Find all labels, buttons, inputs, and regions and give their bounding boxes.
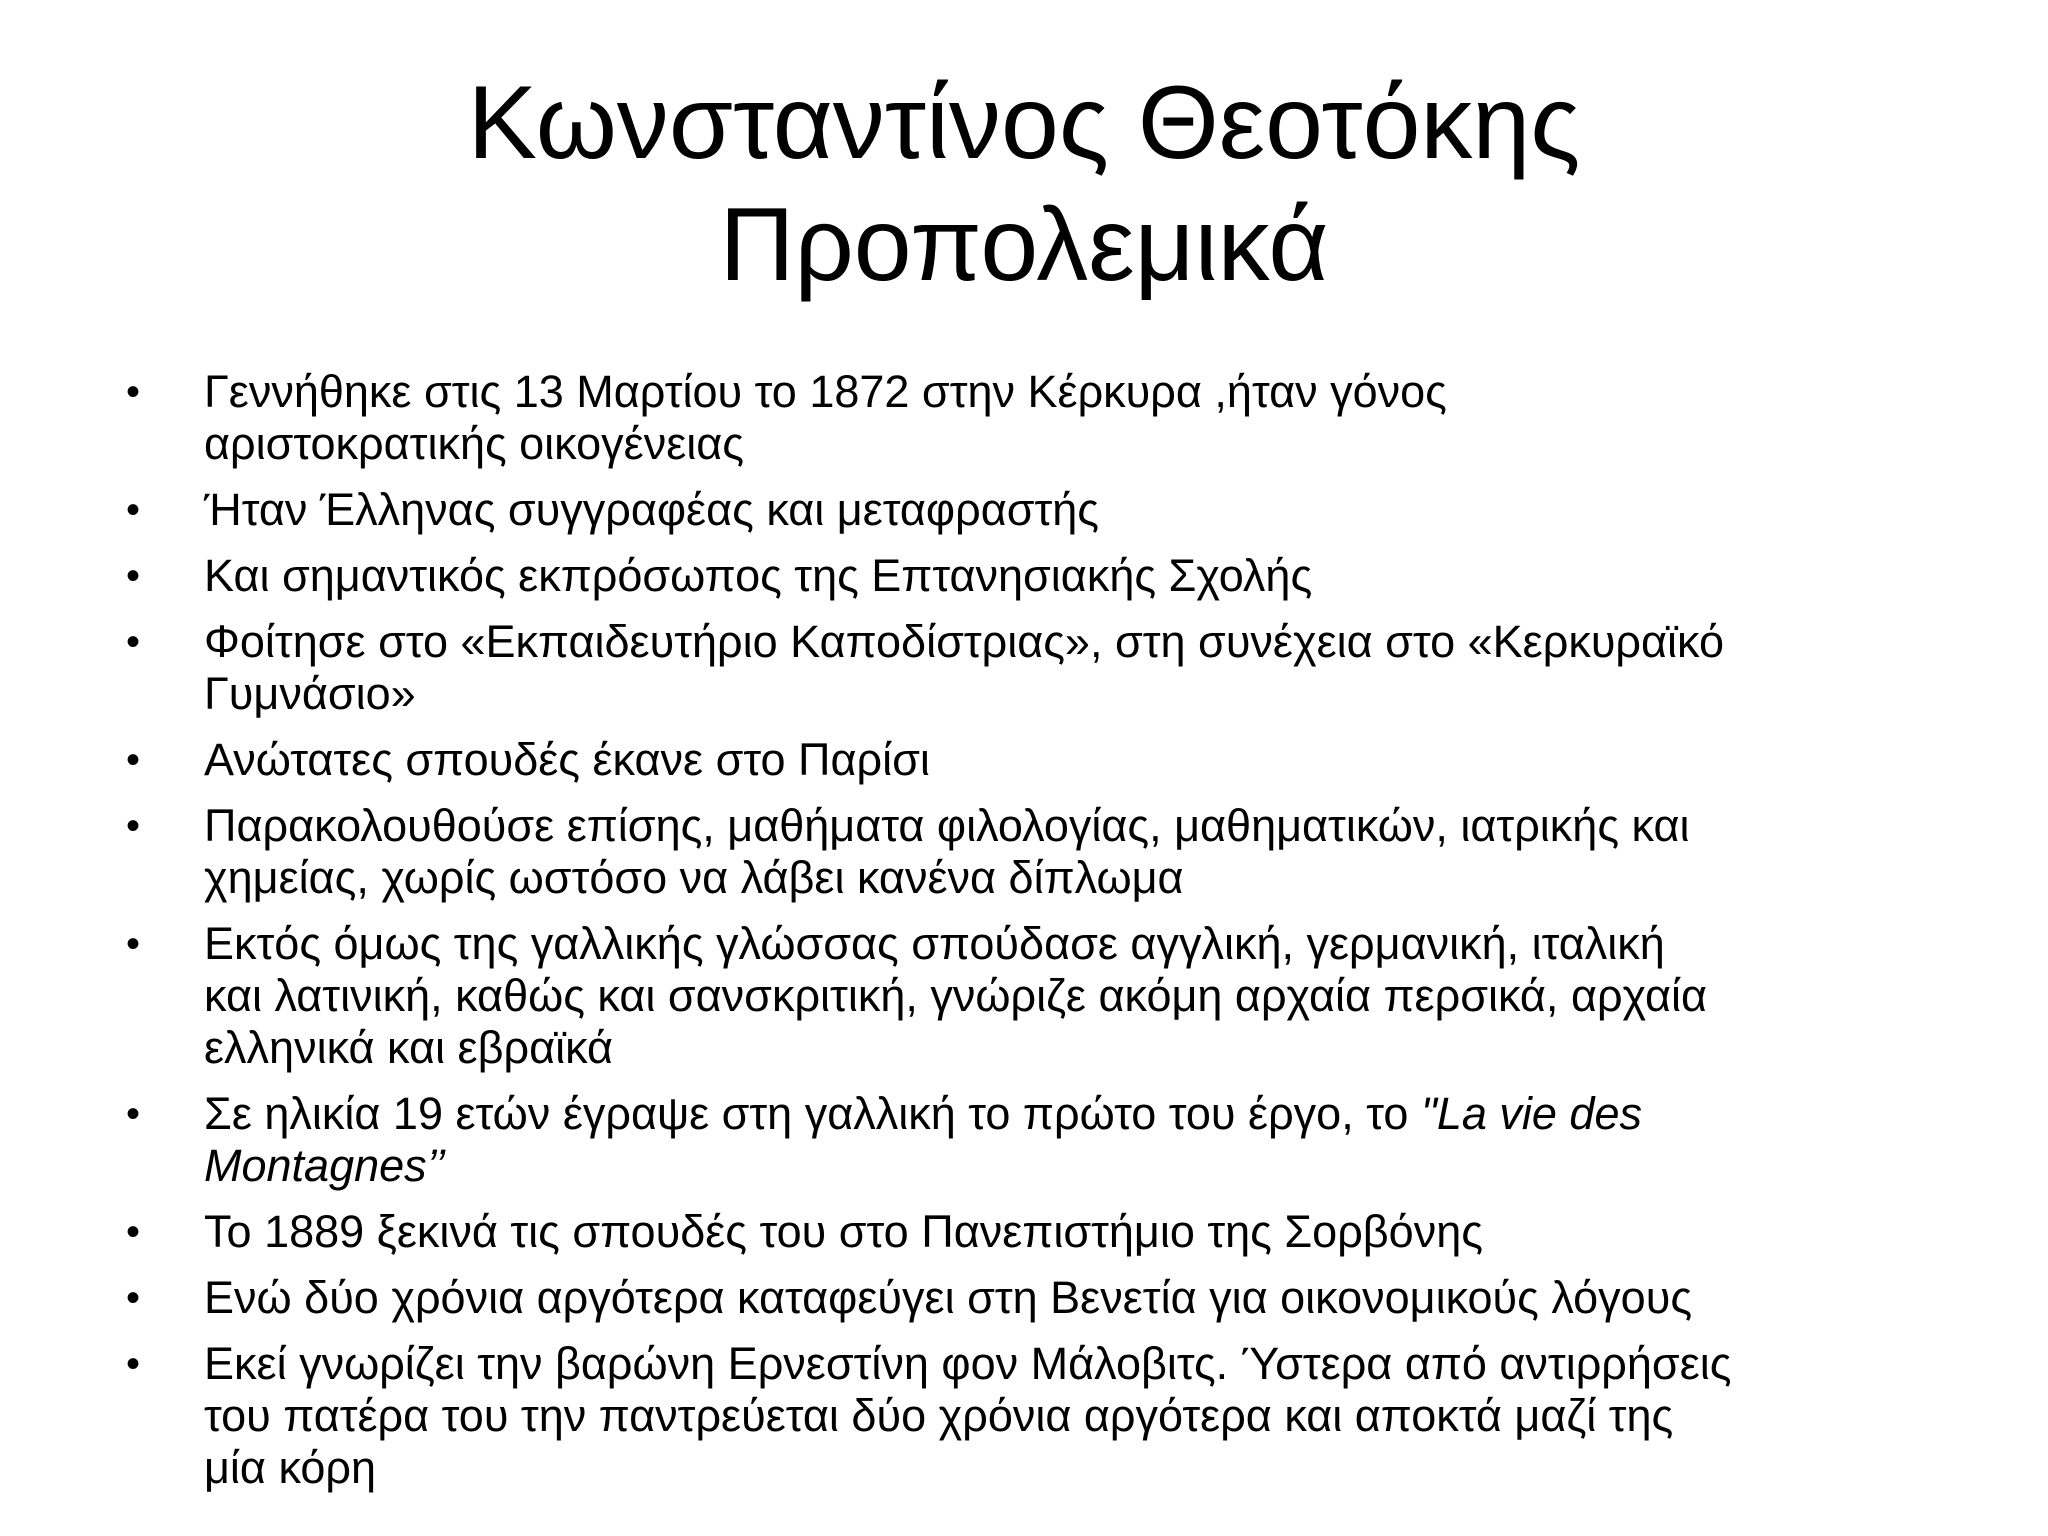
bullet-item <box>120 1206 1960 1258</box>
bullet-text: Ενώ δύο χρόνια αργότερα καταφεύγει στη Βενετία για οικονομικούς λόγους <box>204 1272 1693 1323</box>
work-title-italic: "La vie des Montagnes’’ <box>204 1088 1642 1191</box>
title-line-1: Κωνσταντίνος Θεοτόκης <box>467 65 1581 181</box>
bullet-item <box>120 734 1960 786</box>
bullet-item <box>120 1338 1960 1494</box>
bullet-item <box>120 484 1960 536</box>
bullet-item <box>120 918 1960 1074</box>
bullet-text: Γεννήθηκε στις 13 Μαρτίου το 1872 στην Κέρκυρα ,ήταν γόνος αριστοκρατικής οικογένειας <box>204 366 1447 469</box>
bullet-text <box>204 1088 1642 1191</box>
slide-title <box>0 62 2048 306</box>
bullet-icon: • <box>126 804 141 848</box>
bullet-text: Ανώτατες σπουδές έκανε στο Παρίσι <box>204 734 930 785</box>
bullet-item <box>120 366 1960 470</box>
bullet-icon: • <box>126 1276 141 1320</box>
bullet-icon: • <box>126 620 141 664</box>
bullet-icon: • <box>126 554 141 598</box>
bullet-text: Φοίτησε στο «Εκπαιδευτήριο Καποδίστριας», στη συνέχεια στο «Κερκυραϊκό Γυμνάσιο» <box>204 616 1725 719</box>
bullet-icon: • <box>126 1210 141 1254</box>
bullet-icon: • <box>126 488 141 532</box>
bullet-list <box>120 366 1960 1508</box>
title-line-2: Προπολεμικά <box>719 187 1329 303</box>
bullet-text: Το 1889 ξεκινά τις σπουδές του στο Πανεπιστήμιο της Σορβόνης <box>204 1206 1483 1257</box>
bullet-item <box>120 1088 1960 1192</box>
bullet-text: Εκτός όμως της γαλλικής γλώσσας σπούδασε αγγλική, γερμανική, ιταλική και λατινική, καθώς και σανσκριτική, γνώριζε ακόμη αρχαία περσικά, αρχαία ελληνικά και εβραϊκά <box>204 918 1707 1073</box>
bullet-icon: • <box>126 922 141 966</box>
bullet-item <box>120 616 1960 720</box>
bullet-text: Παρακολουθούσε επίσης, μαθήματα φιλολογίας, μαθηματικών, ιατρικής και χημείας, χωρίς ωστόσο να λάβει κανένα δίπλωμα <box>204 800 1690 903</box>
bullet-text: Εκεί γνωρίζει την βαρώνη Ερνεστίνη φον Μάλοβιτς. Ύστερα από αντιρρήσεις του πατέρα του την παντρεύεται δύο χρόνια αργότερα και αποκτά μαζί της μία κόρη <box>204 1338 1732 1493</box>
bullet-item <box>120 1272 1960 1324</box>
bullet-icon: • <box>126 370 141 414</box>
bullet-item <box>120 550 1960 602</box>
bullet-icon: • <box>126 738 141 782</box>
bullet-text: Και σημαντικός εκπρόσωπος της Επτανησιακής Σχολής <box>204 550 1313 601</box>
bullet-text: Ήταν Έλληνας συγγραφέας και μεταφραστής <box>204 484 1099 535</box>
bullet-icon: • <box>126 1342 141 1386</box>
bullet-item <box>120 800 1960 904</box>
bullet-icon: • <box>126 1092 141 1136</box>
bullet-text-prefix: Σε ηλικία 19 ετών έγραψε στη γαλλική το πρώτο του έργο, το <box>204 1088 1421 1139</box>
